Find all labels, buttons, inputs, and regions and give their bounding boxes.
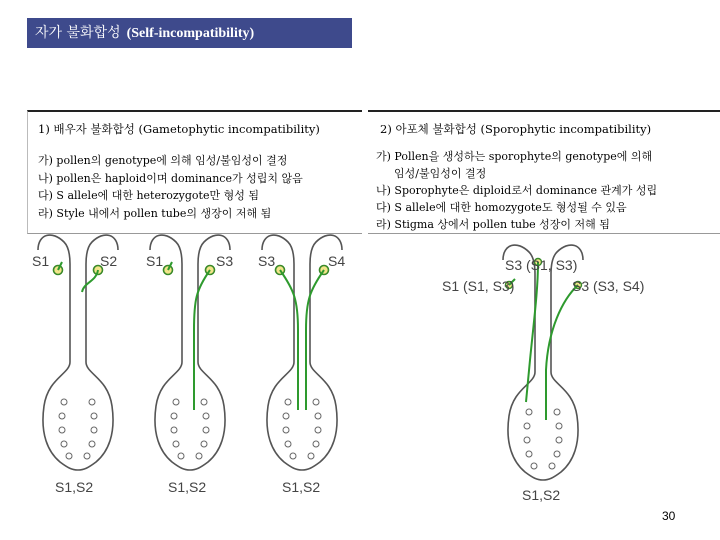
pollen-label: S3 <box>216 253 234 269</box>
gametophytic-heading: 1) 배우자 불화합성 (Gametophytic incompatibility) <box>38 122 320 136</box>
title-english: (Self-incompatibility) <box>126 26 255 41</box>
sporo-pollen-label-right: S3 (S3, S4) <box>572 278 645 294</box>
style-genotype-label: S1,S2 <box>55 479 94 495</box>
pistil-1 <box>32 235 118 495</box>
list-item: 가) pollen의 genotype에 의해 임성/불임성이 결정 <box>38 154 288 167</box>
pistil-2 <box>146 235 233 495</box>
pollen-label: S4 <box>328 253 346 269</box>
sporo-pollen-label-left: S1 (S1, S3) <box>442 278 515 294</box>
page-number: 30 <box>662 509 676 523</box>
style-genotype-label: S1,S2 <box>168 479 207 495</box>
style-genotype-label: S1,S2 <box>522 487 561 503</box>
list-item: 나) Sporophyte은 diploid로서 dominance 관계가 성립 <box>376 184 658 197</box>
pollen-label: S3 <box>258 253 276 269</box>
pistil-3 <box>258 235 345 495</box>
list-item: 라) Stigma 상에서 pollen tube 성장이 저해 됨 <box>376 218 610 231</box>
pollen-tube <box>306 270 324 410</box>
list-item: 라) Style 내에서 pollen tube의 생장이 저해 됨 <box>38 206 272 220</box>
pollen-label: S1 <box>146 253 164 269</box>
list-item: 가) Pollen을 생성하는 sporophyte의 genotype에 의해 <box>376 150 653 163</box>
pollen-label: S2 <box>100 253 118 269</box>
list-item: 다) S allele에 대한 homozygote도 형성될 수 있음 <box>376 201 627 214</box>
pollen-tube <box>526 262 538 402</box>
title-korean: 자가 불화합성 <box>35 25 121 41</box>
list-item: 임성/불임성이 결정 <box>394 167 487 180</box>
list-item: 나) pollen은 haploid이며 dominance가 성립치 않음 <box>38 171 303 185</box>
sporophytic-heading: 2) 아포체 불화합성 (Sporophytic incompatibility) <box>380 122 652 136</box>
sporo-pollen-label-top: S3 (S1, S3) <box>505 257 578 273</box>
style-genotype-label: S1,S2 <box>282 479 321 495</box>
pollen-tube <box>280 270 298 410</box>
sporophytic-pistil <box>442 245 644 503</box>
pollen-label: S1 <box>32 253 50 269</box>
pollen-tube <box>194 270 210 410</box>
list-item: 다) S allele에 대한 heterozygote만 형성 됨 <box>38 189 259 202</box>
